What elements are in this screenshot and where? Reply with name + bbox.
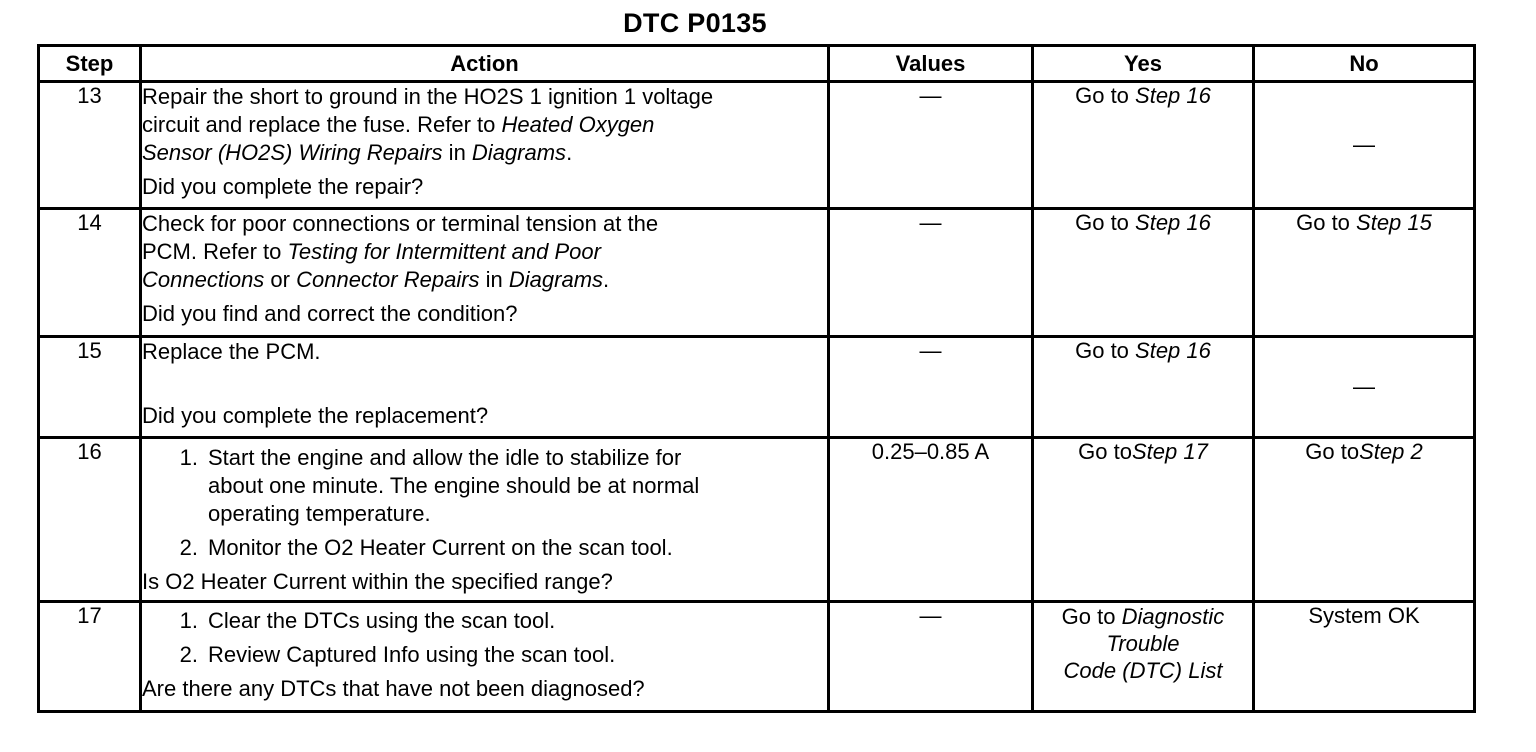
header-no: No bbox=[1254, 46, 1475, 82]
step-ref-link[interactable]: Step 16 bbox=[1135, 210, 1211, 235]
action-line: Check for poor connections or terminal tension at the bbox=[142, 211, 659, 236]
table-row bbox=[39, 438, 1475, 602]
step-number: 15 bbox=[39, 337, 141, 438]
step-number: 13 bbox=[39, 82, 141, 209]
action-line: Repair the short to ground in the HO2S 1 ignition 1 voltage bbox=[142, 84, 714, 109]
step-ref-link[interactable]: Code (DTC) List bbox=[1063, 658, 1223, 683]
action-question: Did you complete the replacement? bbox=[142, 403, 489, 428]
list-item: 1. Start the engine and allow the idle to stabilize for about one minute. The engine should be at normal operating temperature. bbox=[179, 445, 700, 526]
action-cell bbox=[141, 82, 829, 209]
header-values: Values bbox=[829, 46, 1033, 82]
values-cell: — bbox=[829, 209, 1033, 337]
step-number: 14 bbox=[39, 209, 141, 337]
table-row bbox=[39, 82, 1475, 209]
yes-cell: Go to Diagnostic Trouble Code (DTC) List bbox=[1033, 602, 1254, 712]
action-line: Sensor (HO2S) Wiring Repairs in Diagrams. bbox=[142, 140, 573, 165]
values-cell: 0.25–0.85 A bbox=[829, 438, 1033, 602]
list-item: 2. Review Captured Info using the scan tool. bbox=[179, 642, 616, 667]
action-question: Are there any DTCs that have not been diagnosed? bbox=[142, 676, 645, 701]
page-title: DTC P0135 bbox=[623, 8, 767, 38]
no-cell: — bbox=[1254, 82, 1475, 209]
action-cell bbox=[141, 337, 829, 438]
step-number: 17 bbox=[39, 602, 141, 712]
no-cell: System OK bbox=[1254, 602, 1475, 712]
list-item: 2. Monitor the O2 Heater Current on the scan tool. bbox=[179, 535, 673, 560]
values-cell: — bbox=[829, 337, 1033, 438]
yes-cell: Go to Step 16 bbox=[1033, 337, 1254, 438]
step-number: 16 bbox=[39, 438, 141, 602]
yes-cell: Go to Step 16 bbox=[1033, 209, 1254, 337]
action-line: Replace the PCM. bbox=[142, 339, 321, 364]
action-cell bbox=[141, 209, 829, 337]
action-cell bbox=[141, 438, 829, 602]
no-cell: Go to Step 15 bbox=[1254, 209, 1475, 337]
table-row bbox=[39, 337, 1475, 438]
header-row bbox=[39, 46, 1475, 82]
step-ref-link[interactable]: Diagnostic bbox=[1121, 604, 1225, 629]
no-cell: Go toStep 2 bbox=[1254, 438, 1475, 602]
action-question: Is O2 Heater Current within the specified range? bbox=[142, 569, 613, 594]
yes-cell: Go toStep 17 bbox=[1033, 438, 1254, 602]
step-ref-link[interactable]: Trouble bbox=[1106, 631, 1180, 656]
yes-cell: Go to Step 16 bbox=[1033, 82, 1254, 209]
table-row bbox=[39, 209, 1475, 337]
action-line: Connections or Connector Repairs in Diagrams. bbox=[142, 267, 610, 292]
values-cell: — bbox=[829, 82, 1033, 209]
action-question: Did you find and correct the condition? bbox=[142, 301, 518, 326]
table-row bbox=[39, 602, 1475, 712]
list-item: 1. Clear the DTCs using the scan tool. bbox=[179, 608, 556, 633]
step-ref-link[interactable]: Step 15 bbox=[1356, 210, 1432, 235]
values-cell: — bbox=[829, 602, 1033, 712]
action-question: Did you complete the repair? bbox=[142, 174, 424, 199]
step-ref-link[interactable]: Step 16 bbox=[1135, 338, 1211, 363]
no-cell: — bbox=[1254, 337, 1475, 438]
step-ref-link[interactable]: Step 17 bbox=[1131, 439, 1208, 464]
header-step: Step bbox=[39, 46, 141, 82]
step-ref-link[interactable]: Step 2 bbox=[1359, 439, 1423, 464]
header-yes: Yes bbox=[1033, 46, 1254, 82]
step-ref-link[interactable]: Step 16 bbox=[1135, 83, 1211, 108]
action-cell bbox=[141, 602, 829, 712]
action-line: circuit and replace the fuse. Refer to Heated Oxygen bbox=[142, 112, 655, 137]
dtc-table bbox=[37, 44, 1476, 713]
header-action: Action bbox=[141, 46, 829, 82]
action-line: PCM. Refer to Testing for Intermittent and Poor bbox=[142, 239, 601, 264]
